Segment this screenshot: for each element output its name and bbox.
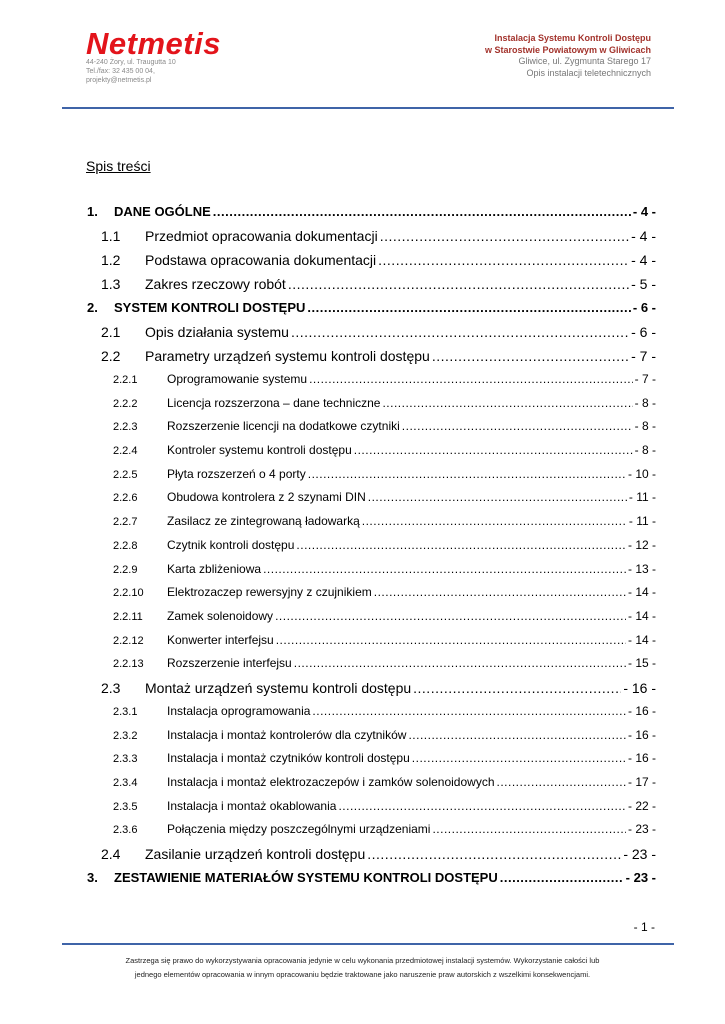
toc-entry-title: Zasilanie urządzeń kontroli dostępu [145,846,366,863]
toc-entry[interactable] [87,822,656,846]
toc-dot-leader [307,300,630,315]
toc-dot-leader [362,514,627,528]
toc-entry-number: 2.2.8 [113,539,138,552]
toc-entry-title: Instalacja i montaż kontrolerów dla czytników [167,727,407,742]
page-title: Spis treści [86,158,151,174]
toc-entry-page: - 8 - [634,443,656,458]
toc-entry-title: Obudowa kontrolera z 2 szynami DIN [167,490,366,505]
toc-entry-title: Kontroler systemu kontroli dostępu [167,443,352,458]
toc-entry[interactable] [87,514,656,538]
toc-entry[interactable] [87,204,656,228]
table-of-contents [87,204,656,894]
toc-dot-leader [276,633,626,647]
toc-entry[interactable] [87,538,656,562]
toc-entry-title: Elektrozaczep rewersyjny z czujnikiem [167,585,372,600]
toc-entry-page: - 11 - [628,490,656,505]
toc-dot-leader [374,585,626,599]
toc-entry-number: 2.2.10 [113,587,144,600]
toc-entry[interactable] [87,870,656,894]
toc-entry-page: - 16 - [627,751,656,766]
toc-entry-number: 2.2.7 [113,516,138,529]
toc-entry-title: Instalacja i montaż okablowania [167,798,337,813]
toc-dot-leader [367,846,621,862]
toc-entry-page: - 8 - [634,395,656,410]
toc-entry-page: - 15 - [627,656,656,671]
toc-entry-page: - 17 - [627,775,656,789]
toc-entry[interactable] [87,300,656,324]
toc-entry-page: - 6 - [632,300,656,315]
toc-entry-title: Konwerter interfejsu [167,632,274,647]
toc-entry-page: - 10 - [627,466,656,481]
toc-dot-leader [354,443,633,457]
toc-entry-title: Rozszerzenie interfejsu [167,656,292,671]
toc-entry-title: Licencja rozszerzona – dane techniczne [167,395,381,410]
toc-entry[interactable] [87,372,656,396]
toc-entry[interactable] [87,348,656,372]
toc-entry[interactable] [87,467,656,491]
toc-entry[interactable] [87,490,656,514]
toc-dot-leader [497,775,626,789]
toc-entry-page: - 16 - [623,679,656,696]
toc-entry-title: Opis działania systemu [145,324,289,340]
footer-line: jednego elementów opracowania w innym opracowaniu będzie traktowane jako naruszenie praw autorskich z wszelkimi konsekwencjami. [134,970,591,979]
toc-entry[interactable] [87,324,656,348]
toc-entry-page: - 5 - [631,276,656,292]
toc-entry-page: - 23 - [627,822,656,837]
toc-entry-number: 2.2.5 [113,468,138,481]
page-number: - 1 - [633,920,655,934]
toc-dot-leader [412,751,626,765]
toc-entry-title: Rozszerzenie licencji na dodatkowe czytniki [167,419,400,434]
toc-entry-number: 1.1 [101,228,121,244]
toc-entry-number: 1. [87,204,98,219]
toc-entry-title: Instalacja i montaż elektrozaczepów i zamków solenoidowych [167,775,495,789]
toc-entry[interactable] [87,396,656,420]
toc-entry-title: Płyta rozszerzeń o 4 porty [167,466,306,481]
toc-dot-leader [408,728,626,742]
toc-entry-page: - 22 - [627,798,656,813]
toc-entry-number: 2.3.4 [113,777,138,789]
toc-dot-leader [296,538,626,552]
toc-entry-page: - 16 - [627,727,656,742]
company-email-line: projekty@netmetis.pl [86,77,152,84]
toc-entry-number: 2.2.3 [113,421,138,434]
toc-entry-number: 2.1 [101,324,121,340]
project-subtitle: w Starostwie Powiatowym w Gliwicach [484,44,651,55]
toc-entry-number: 2.3.5 [113,800,138,813]
toc-entry-title: Parametry urządzeń systemu kontroli dostępu [145,348,430,364]
toc-entry[interactable] [87,656,656,680]
toc-entry[interactable] [87,228,656,252]
toc-entry-number: 2.2.9 [113,563,138,576]
toc-entry-number: 2.2.2 [113,397,138,410]
toc-entry-page: - 4 - [631,228,656,244]
toc-entry-page: - 16 - [627,703,656,718]
toc-entry-title: Zakres rzeczowy robót [145,276,286,292]
company-phone-line: Tel./fax: 32 435 00 04, [86,68,155,75]
toc-entry-page: - 14 - [627,608,656,623]
toc-entry-title: Montaż urządzeń systemu kontroli dostępu [145,679,412,696]
toc-entry[interactable] [87,846,656,870]
toc-dot-leader [368,490,627,504]
toc-entry[interactable] [87,443,656,467]
toc-entry-title: Podstawa opracowania dokumentacji [145,252,377,268]
toc-dot-leader [288,276,629,292]
toc-entry-title: Przedmiot opracowania dokumentacji [145,228,378,244]
toc-entry-title: ZESTAWIENIE MATERIAŁÓW SYSTEMU KONTROLI DOSTĘPU [114,870,498,886]
toc-dot-leader [213,204,631,219]
toc-dot-leader [413,680,621,696]
toc-entry-page: - 4 - [632,204,656,219]
toc-dot-leader [263,562,626,576]
toc-entry[interactable] [87,728,656,752]
toc-entry-title: Instalacja oprogramowania [167,703,311,718]
toc-entry[interactable] [87,704,656,728]
project-address: Gliwice, ul. Zygmunta Starego 17 [518,56,651,66]
toc-entry-number: 2.2.12 [113,634,144,647]
toc-entry-page: - 12 - [627,537,656,552]
toc-entry-page: - 6 - [631,324,656,340]
toc-entry-number: 2.2.4 [113,445,138,458]
toc-entry[interactable] [87,775,656,799]
company-address-line: 44-240 Żory, ul. Traugutta 10 [86,59,176,66]
toc-entry-page: - 11 - [628,514,656,529]
toc-dot-leader [309,372,633,386]
toc-entry-title: Zasilacz ze zintegrowaną ładowarką [167,514,360,529]
toc-entry-number: 2.2.13 [113,658,144,671]
toc-entry-number: 2.2.6 [113,492,138,505]
toc-entry-title: DANE OGÓLNE [114,204,211,219]
toc-entry-page: - 14 - [627,632,656,647]
toc-entry[interactable] [87,680,656,704]
toc-dot-leader [338,799,626,813]
toc-entry-page: - 7 - [634,372,656,386]
toc-entry-number: 2.2.1 [113,374,138,386]
toc-entry[interactable] [87,562,656,586]
toc-dot-leader [294,656,626,670]
toc-entry[interactable] [87,419,656,443]
toc-dot-leader [500,870,624,885]
toc-dot-leader [432,348,629,364]
toc-entry[interactable] [87,751,656,775]
company-address [86,58,176,85]
toc-dot-leader [378,252,629,268]
toc-dot-leader [308,467,626,481]
toc-entry-number: 2.2 [101,348,121,364]
toc-dot-leader [275,609,626,623]
toc-dot-leader [382,396,632,410]
toc-entry-page: - 4 - [631,252,656,268]
toc-entry-page: - 23 - [625,870,656,886]
toc-entry-number: 2.3.1 [113,705,138,718]
toc-entry-page: - 14 - [627,585,656,600]
toc-entry-title: Zamek solenoidowy [167,608,274,623]
toc-entry-number: 3. [87,870,98,886]
toc-entry-number: 2.3.3 [113,753,138,766]
toc-entry-page: - 7 - [631,348,656,364]
toc-entry[interactable] [87,799,656,823]
toc-entry-page: - 23 - [623,846,656,863]
toc-entry-title: SYSTEM KONTROLI DOSTĘPU [114,300,306,315]
toc-entry[interactable] [87,633,656,657]
toc-entry-page: - 13 - [627,561,656,576]
toc-entry-number: 1.2 [101,252,121,268]
toc-entry-page: - 8 - [634,419,656,434]
toc-dot-leader [380,228,629,244]
toc-entry-title: Oprogramowanie systemu [167,372,308,386]
toc-dot-leader [432,822,626,836]
toc-dot-leader [402,419,633,433]
header-divider [62,107,674,109]
toc-entry-title: Połączenia między poszczególnymi urządzeniami [167,822,431,837]
toc-dot-leader [312,704,626,718]
toc-entry-title: Karta zbliżeniowa [167,561,262,576]
footer-divider [62,943,674,945]
toc-entry-number: 2.2.11 [113,610,143,623]
toc-entry-title: Instalacja i montaż czytników kontroli dostępu [167,751,410,766]
toc-dot-leader [291,324,629,340]
project-title: Instalacja Systemu Kontroli Dostępu [494,33,651,43]
toc-entry-number: 2. [87,300,98,315]
toc-entry-title: Czytnik kontroli dostępu [167,537,295,552]
toc-entry[interactable] [87,609,656,633]
toc-entry[interactable] [87,252,656,276]
toc-entry-number: 2.3.6 [113,824,138,837]
document-type: Opis instalacji teletechnicznych [526,67,651,78]
footer-notice [0,954,725,982]
document-header-info [485,33,651,79]
toc-entry-number: 1.3 [101,276,121,292]
toc-entry-number: 2.3.2 [113,729,138,742]
toc-entry[interactable] [87,276,656,300]
toc-entry[interactable] [87,585,656,609]
toc-entry-number: 2.4 [101,846,121,863]
company-logo: Netmetis [86,26,221,61]
footer-line: Zastrzega się prawo do wykorzystywania opracowania jedynie w celu wykonania przedmiotowej instalacji systemów. Wykorzystanie całości lub [125,956,600,965]
toc-entry-number: 2.3 [101,679,121,696]
